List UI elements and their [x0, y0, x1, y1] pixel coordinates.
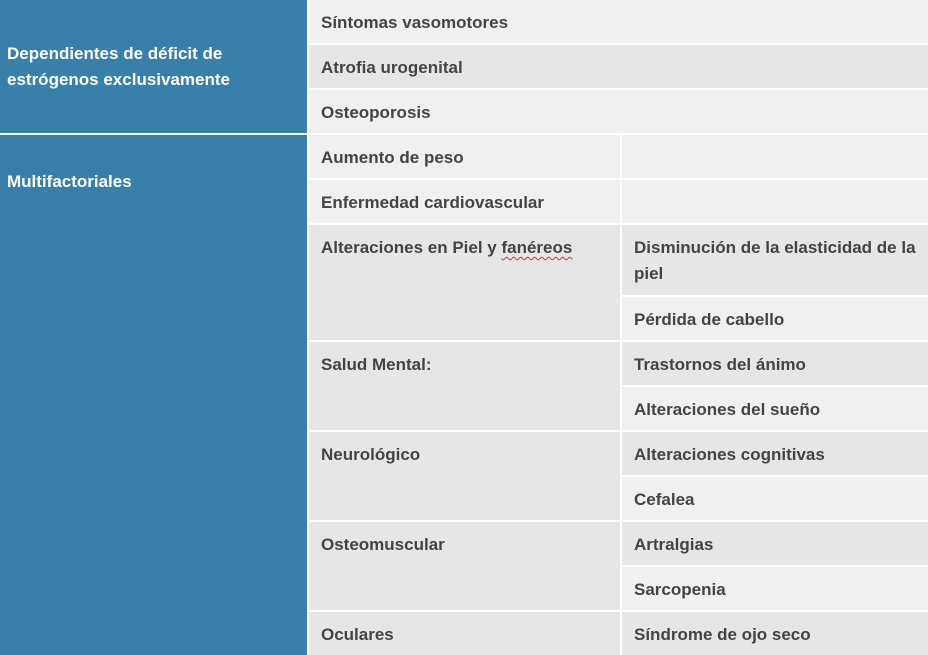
detail-cell: Sarcopenia — [622, 567, 928, 610]
detail-cell: Artralgias — [622, 522, 928, 565]
group-header-estrogen: Dependientes de déficit de estrógenos exclusivamente — [0, 0, 307, 133]
detail-cell — [622, 135, 928, 178]
detail-cell: Trastornos del ánimo — [622, 342, 928, 385]
table-cell: Atrofia urogenital — [309, 45, 928, 88]
detail-cell: Cefalea — [622, 477, 928, 520]
detail-cell: Disminución de la elasticidad de la piel — [622, 225, 928, 295]
detail-cell: Síndrome de ojo seco — [622, 612, 928, 655]
detail-cell: Pérdida de cabello — [622, 297, 928, 340]
category-label: Alteraciones en Piel y — [321, 238, 502, 257]
table-cell: Síntomas vasomotores — [309, 0, 928, 43]
category-cell: Salud Mental: — [309, 342, 620, 430]
detail-cell — [622, 180, 928, 223]
group-header-multifactorial — [0, 135, 307, 655]
detail-cell: Alteraciones del sueño — [622, 387, 928, 430]
category-cell: Osteomuscular — [309, 522, 620, 610]
category-cell: Neurológico — [309, 432, 620, 520]
category-cell: Aumento de peso — [309, 135, 620, 178]
group-header-label: Multifactoriales — [7, 172, 132, 191]
category-cell — [309, 225, 620, 340]
table-cell: Osteoporosis — [309, 90, 928, 133]
misspelled-word: fanéreos — [501, 238, 573, 257]
category-cell: Enfermedad cardiovascular — [309, 180, 620, 223]
detail-cell: Alteraciones cognitivas — [622, 432, 928, 475]
category-cell: Oculares — [309, 612, 620, 655]
